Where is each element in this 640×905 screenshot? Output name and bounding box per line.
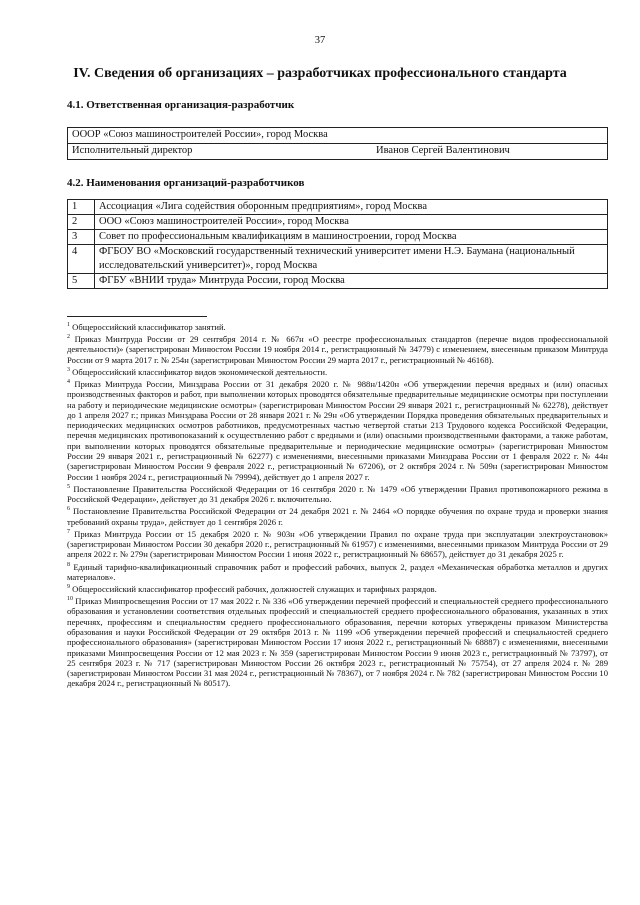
director-position: Исполнительный директор <box>68 144 377 160</box>
footnote-text: Приказ Минтруда России от 29 сентября 2014 г. № 667н «О реестре профессиональных стандартов (перечне видов профессиональной деятельности)» (зарегистрирован Минюстом России 19 ноября 2014 г., регистрационный № 34779) с изменением, внесенным приказом Минтруда России от 9 марта 2017 г. № 254н (зарегистрирован Минюстом России 29 марта 2017 г., регистрационный № 46168). <box>67 334 608 365</box>
footnote-marker: 5 <box>67 483 70 490</box>
row-number: 4 <box>68 245 95 274</box>
responsible-org-row <box>68 128 608 144</box>
footnote-marker: 3 <box>67 366 70 373</box>
section-title: IV. Сведения об организациях – разработчиках профессионального стандарта <box>73 66 567 81</box>
row-number: 3 <box>68 230 95 245</box>
footnote <box>67 332 608 365</box>
footnote <box>67 560 608 582</box>
footnote <box>67 582 608 594</box>
footnote-marker: 9 <box>67 584 70 590</box>
footnote-marker: 6 <box>67 506 70 513</box>
footnote-text: Общероссийский классификатор видов экономической деятельности. <box>72 366 328 377</box>
footnote-text: Общероссийский классификатор занятий. <box>72 321 226 332</box>
footnote-marker: 2 <box>67 334 70 341</box>
responsible-heading: 4.1. Ответственная организация-разработчик <box>67 99 295 111</box>
footnote <box>67 365 608 377</box>
responsible-table <box>67 127 608 160</box>
footnote-text: Постановление Правительства Российской Федерации от 24 декабря 2021 г. № 2464 «О порядке обучения по охране труда и проверки знания требований охраны труда», действует до 1 сентября 2026 г. <box>67 506 608 527</box>
responsible-org-name: ОООР «Союз машиностроителей России», город Москва <box>68 128 608 144</box>
table-row <box>68 215 608 230</box>
footnote <box>67 504 608 526</box>
footnote-text: Приказ Минпросвещения России от 17 мая 2022 г. № 336 «Об утверждении перечней профессий и специальностей среднего профессионального образования и установлении соответствия отдельных профессий и специальностей среднего профессионального образования, указанных в этих перечнях, профессиям и специальностям среднего профессионального образования, перечни которых утверждены приказом Министерства образования и науки Российской Федерации от 29 октября 2013 г. № 1199 «Об утверждении перечней профессий и специальностей среднего профессионального образования» (зарегистрирован Минюстом России 17 июня 2022 г., регистрационный № 68887) с изменениями, внесенными приказами Минпросвещения России от 12 мая 2023 г. № 359 (зарегистрирован Минюстом России 9 июня 2023 г., регистрационный № 73797), от 25 сентября 2023 г. № 717 (зарегистрирован Минюстом России 26 октября 2023 г., регистрационный № 75754), от 27 апреля 2024 г. № 289 (зарегистрирован Минюстом России 31 мая 2024 г., регистрационный № 78367), от 7 ноября 2024 г. № 782 (зарегистрирован Минюстом России 10 декабря 2024 г., регистрационный № 80517). <box>67 596 608 689</box>
table-row <box>68 230 608 245</box>
footnote-text: Единый тарифно-квалификационный справочник работ и профессий рабочих, выпуск 2, раздел «Механическая обработка металлов и других материалов». <box>67 561 608 582</box>
footnote <box>67 320 608 332</box>
footnote-text: Постановление Правительства Российской Федерации от 16 сентября 2020 г. № 1479 «Об утверждении Правил противопожарного режима в Российской Федерации», действует до 31 декабря 2026 г. включительно. <box>67 483 608 505</box>
footnote-marker: 1 <box>67 322 70 328</box>
row-number: 2 <box>68 215 95 230</box>
footnotes <box>67 320 608 689</box>
footnote-marker: 7 <box>67 528 70 535</box>
responsible-person-row <box>68 144 608 160</box>
footnote-text: Приказ Минтруда России, Минздрава России от 31 декабря 2020 г. № 988н/1420н «Об утверждении перечня вредных и (или) опасных производственных факторов и работ, при выполнении которых проводятся обязательные предварительные медицинские осмотры при поступлении на работу и периодические медицинские осмотры» (зарегистрирован Минюстом России 29 января 2021 г., регистрационный № 62278), действует до 1 апреля 2027 г.; приказ Минздрава России от 28 января 2021 г. № 29н «Об утверждении Порядка проведения обязательных предварительных и периодических медицинских осмотров работников, предусмотренных частью четвертой статьи 213 Трудового кодекса Российской Федерации, перечня медицинских противопоказаний к осуществлению работ с вредными и (или) опасными производственными факторами, а также работам, при выполнении которых проводятся обязательные предварительные и периодические медицинские осмотры» (зарегистрирован Минюстом России 29 января 2021 г., регистрационный № 62277) с изменениями, внесенными приказами Минздрава России от 1 февраля 2022 г. № 44н (зарегистрирован Минюстом России 9 февраля 2022 г., регистрационный № 67206), от 2 октября 2024 г. № 509н (зарегистрирован Минюстом России 1 ноября 2024 г., регистрационный № 79994), действует до 1 апреля 2027 г. <box>67 378 608 482</box>
footnote <box>67 594 608 689</box>
developers-table <box>67 199 608 289</box>
org-name: ФГБУ «ВНИИ труда» Минтруда России, город Москва <box>95 274 608 289</box>
org-name: ООО «Союз машиностроителей России», город Москва <box>95 215 608 230</box>
footnote-text: Приказ Минтруда России от 15 декабря 2020 г. № 903н «Об утверждении Правил по охране труда при эксплуатации электроустановок» (зарегистрирован Минюстом России 30 декабря 2020 г., регистрационный № 61957) с изменениями, внесенными приказом Минтруда России от 29 апреля 2022 г. № 279н (зарегистрирован Минюстом России 1 июня 2022 г., регистрационный № 68657), действует до 31 декабря 2025 г. <box>67 528 609 560</box>
footnote <box>67 482 608 504</box>
table-row <box>68 274 608 289</box>
footnote-divider <box>67 316 207 317</box>
org-name: Ассоциация «Лига содействия оборонным предприятиям», город Москва <box>95 200 608 215</box>
director-name: Иванов Сергей Валентинович <box>376 144 608 160</box>
footnote <box>67 527 608 560</box>
row-number: 1 <box>68 200 95 215</box>
page-number: 37 <box>314 35 326 46</box>
footnote-text: Общероссийский классификатор профессий рабочих, должностей служащих и тарифных разрядов. <box>72 583 437 594</box>
footnote-marker: 8 <box>67 561 70 568</box>
developers-heading: 4.2. Наименования организаций-разработчиков <box>67 177 305 189</box>
footnote-marker: 10 <box>67 596 73 603</box>
footnote <box>67 377 608 482</box>
table-row <box>68 200 608 215</box>
org-name: ФГБОУ ВО «Московский государственный технический университет имени Н.Э. Баумана (национальный исследовательский университет)», город Москва <box>95 245 608 274</box>
table-row <box>68 245 608 274</box>
org-name: Совет по профессиональным квалификациям в машиностроении, город Москва <box>95 230 608 245</box>
row-number: 5 <box>68 274 95 289</box>
footnote-marker: 4 <box>67 379 70 386</box>
